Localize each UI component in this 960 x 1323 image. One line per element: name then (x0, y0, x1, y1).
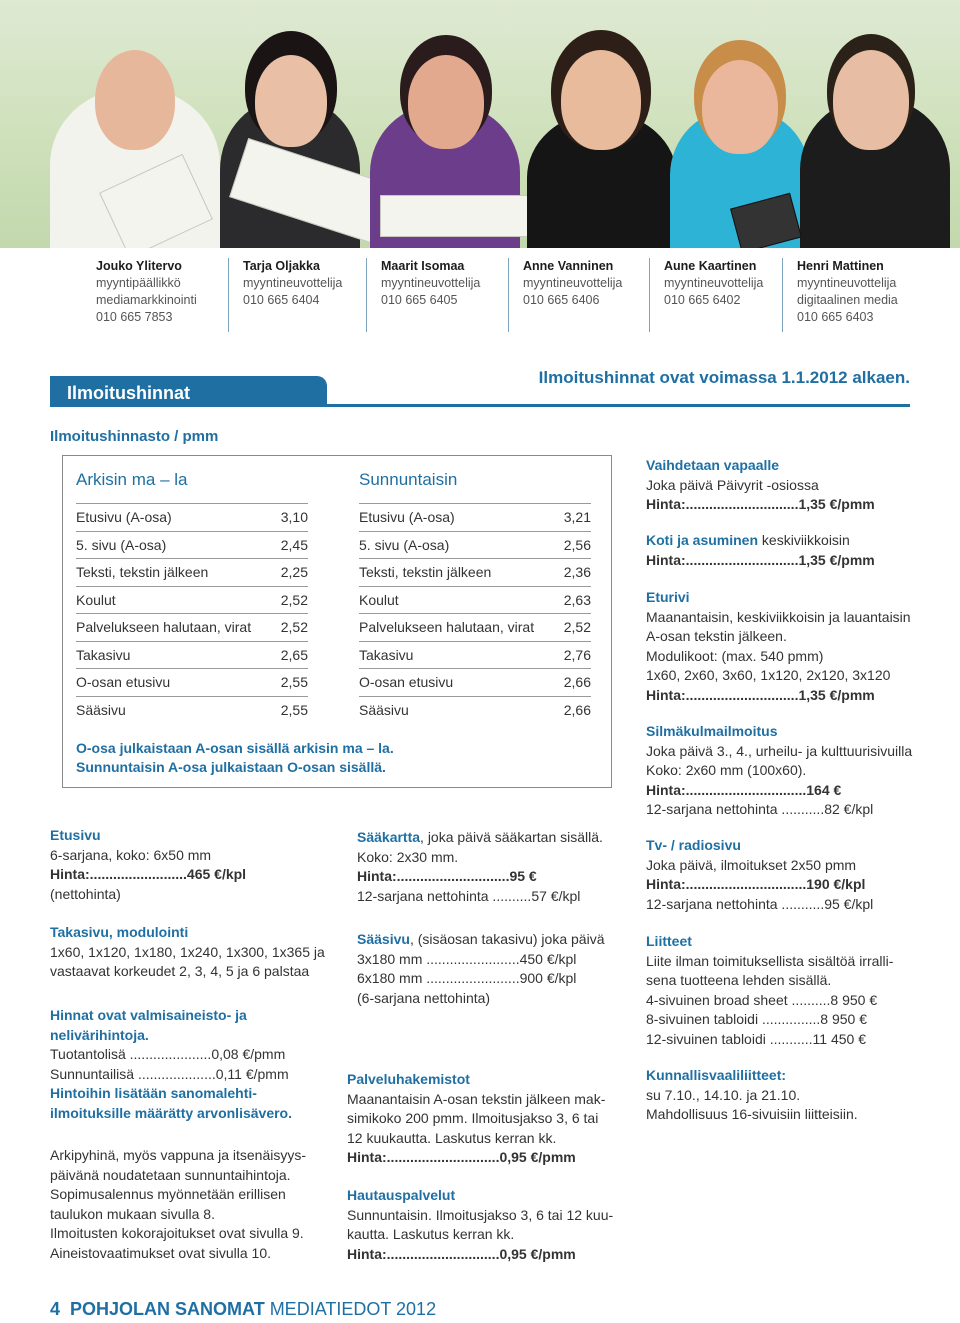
price-line: Hinta:.............................1,35 €/pmm (646, 686, 875, 703)
price-row (76, 668, 308, 696)
price-row-value: 2,65 (280, 646, 308, 663)
block-line: kautta. Laskutus kerran kk. (347, 1226, 515, 1242)
price-row (76, 531, 308, 559)
block-line: Modulikoot: (max. 540 pmm) (646, 647, 824, 664)
arki-block (50, 1146, 340, 1263)
block-line: taulukon mukaan sivulla 8. (50, 1205, 215, 1222)
price-line: 12-sivuinen tabloidi ...........11 450 € (646, 1030, 866, 1047)
block-line: 1x60, 2x60, 3x60, 1x120, 2x120, 3x120 (646, 667, 891, 683)
footer-rest: MEDIATIEDOT 2012 (264, 1299, 437, 1319)
price-row-value: 3,21 (563, 509, 591, 525)
block-heading: Kunnallisvaaliliitteet: (646, 1067, 787, 1083)
block-heading: Etusivu (50, 827, 101, 843)
block-line: simikoko 200 pmm. Ilmoitusjakso 3, 6 tai (347, 1110, 599, 1126)
contact-role: myyntineuvottelija (664, 276, 764, 290)
block-line: Koko: 2x30 mm. (357, 848, 459, 865)
block-heading: ilmoituksille määrätty arvonlisävero. (50, 1104, 292, 1121)
box-note-line: O-osa julkaistaan A-osan sisällä arkisin ma – la. (76, 740, 394, 756)
price-row-label: 5. sivu (A-osa) (76, 536, 167, 553)
takasivu-block (50, 923, 340, 982)
box-note-line: Sunnuntaisin A-osa julkaistaan O-osan sisällä. (76, 759, 386, 775)
price-row (359, 558, 591, 586)
block-line: 12 kuukautta. Laskutus kerran kk. (347, 1129, 557, 1146)
hautaus-block (347, 1186, 627, 1264)
block-line: Ilmoitusten kokorajoitukset ovat sivulla 9. (50, 1225, 304, 1241)
price-row-label: Sääsivu (359, 701, 409, 718)
kunnallis-block (646, 1066, 946, 1125)
liitteet-block (646, 932, 946, 1049)
price-row (76, 558, 308, 586)
price-row-label: Koulut (359, 591, 399, 608)
page-footer (50, 1299, 436, 1320)
staff-photo (0, 0, 960, 248)
price-line: Hinta:.............................0,95 €/pmm (347, 1149, 576, 1165)
price-row-value: 2,55 (280, 701, 308, 718)
block-heading: Hinnat ovat valmisaineisto- ja (50, 1007, 247, 1023)
contact-role: myyntineuvottelija (381, 276, 481, 290)
page-number: 4 (50, 1299, 61, 1319)
price-row-value: 2,63 (563, 591, 591, 608)
contact-role: myyntipäällikkö (96, 276, 181, 290)
block-line: (6-sarjana nettohinta) (357, 989, 491, 1006)
block-line: Liite ilman toimituksellista sisältöä irralli- (646, 952, 894, 969)
section-banner (50, 368, 910, 407)
price-row-label: Koulut (76, 591, 116, 608)
block-heading: nelivärihintoja. (50, 1026, 149, 1043)
contact-extra: digitaalinen media (797, 293, 898, 307)
block-line: sena tuotteena lehden sisällä. (646, 972, 832, 988)
block-line: Maanantaisin, keskiviikkoisin ja lauantaisin (646, 608, 911, 625)
silma-block (646, 722, 946, 820)
price-row (76, 613, 308, 641)
section-title: Ilmoitushinnasto / pmm (50, 428, 219, 445)
block-heading: Silmäkulmailmoitus (646, 723, 778, 739)
palvelu-block (347, 1070, 627, 1168)
contact-phone: 010 665 7853 (96, 310, 173, 324)
price-row-value: 3,10 (280, 509, 308, 525)
block-line: Koko: 2x60 mm (100x60). (646, 762, 807, 778)
price-line: 12-sarjana nettohinta ...........95 €/kpl (646, 895, 874, 912)
price-line: 4-sivuinen broad sheet ..........8 950 € (646, 991, 878, 1008)
price-row-label: Takasivu (76, 646, 131, 663)
person-photo (795, 0, 955, 248)
price-row-label: Palvelukseen halutaan, virat (359, 619, 535, 635)
price-row-value: 2,66 (563, 701, 591, 718)
block-line: , joka päivä sääkartan sisällä. (420, 829, 603, 845)
price-row (76, 696, 308, 724)
price-row-value: 2,56 (563, 536, 591, 553)
price-row-label: O-osan etusivu (359, 674, 454, 690)
price-row-label: Etusivu (A-osa) (359, 509, 455, 525)
price-row-value: 2,66 (563, 674, 591, 690)
contact-name: Jouko Ylitervo (96, 259, 182, 273)
contact-list (82, 258, 942, 332)
block-heading: Sääkartta (357, 829, 421, 845)
price-line: Hinta:.............................0,95 €/pmm (347, 1245, 576, 1262)
block-line: Aineistovaatimukset ovat sivulla 10. (50, 1244, 271, 1261)
contact-card (82, 258, 197, 332)
block-line: keskiviikkoisin (758, 532, 850, 548)
validity-note: Ilmoitushinnat ovat voimassa 1.1.2012 alkaen. (538, 368, 910, 387)
price-row-value: 2,52 (280, 619, 308, 635)
price-row (359, 696, 591, 724)
price-row (359, 668, 591, 696)
price-row-value: 2,45 (280, 536, 308, 553)
price-line: Hinta:.............................1,35 €/pmm (646, 551, 875, 568)
block-line: Joka päivä 3., 4., urheilu- ja kulttuurisivuilla (646, 742, 913, 759)
contact-role: myyntineuvottelija (797, 276, 897, 290)
contact-name: Henri Mattinen (797, 259, 884, 273)
contact-card (228, 258, 342, 332)
block-line: Arkipyhinä, myös vappuna ja itsenäisyys- (50, 1147, 307, 1163)
price-table (62, 455, 612, 788)
block-line: Sunnuntailisä ....................0,11 €/pmm (50, 1065, 289, 1082)
block-heading: Hintoihin lisätään sanomalehti- (50, 1085, 257, 1101)
block-line: Sopimusalennus myönnetään erillisen (50, 1186, 286, 1202)
price-row (359, 503, 591, 531)
koti-block (646, 531, 936, 570)
price-line: Hinta:.............................1,35 €/pmm (646, 496, 875, 512)
block-line: Sunnuntaisin. Ilmoitusjakso 3, 6 tai 12 kuu- (347, 1206, 614, 1223)
price-line: Hinta:.........................465 €/kpl (50, 866, 247, 882)
saasivu-block (357, 930, 627, 1008)
contact-name: Anne Vanninen (523, 259, 614, 273)
contact-phone: 010 665 6402 (664, 293, 741, 307)
block-line: Joka päivä, ilmoitukset 2x50 pmm (646, 856, 857, 873)
person-photo (360, 0, 530, 248)
price-line: 8-sivuinen tabloidi ...............8 950 € (646, 1011, 868, 1027)
block-line: Maanantaisin A-osan tekstin jälkeen mak- (347, 1090, 606, 1107)
price-row-label: Teksti, tekstin jälkeen (359, 564, 492, 580)
contact-card (649, 258, 763, 332)
block-line: su 7.10., 14.10. ja 21.10. (646, 1086, 801, 1103)
price-line: 12-sarjana nettohinta ..........57 €/kpl (357, 887, 581, 904)
block-line: vastaavat korkeudet 2, 3, 4, 5 ja 6 palstaa (50, 963, 310, 979)
price-line: Hinta:...............................164 € (646, 781, 842, 798)
price-row-label: Etusivu (A-osa) (76, 509, 172, 525)
price-row-value: 2,36 (563, 564, 591, 580)
contact-card (782, 258, 898, 332)
brand-name: POHJOLAN SANOMAT (70, 1299, 265, 1319)
price-row-value: 2,25 (280, 564, 308, 580)
price-row-label: Sääsivu (76, 701, 126, 718)
price-row-label: 5. sivu (A-osa) (359, 536, 450, 553)
contact-phone: 010 665 6403 (797, 310, 874, 324)
price-row-label: Teksti, tekstin jälkeen (76, 564, 209, 580)
price-row (359, 531, 591, 559)
block-heading: Hautauspalvelut (347, 1187, 456, 1203)
etusivu-block (50, 826, 320, 904)
price-row-value: 2,55 (280, 674, 308, 690)
contact-phone: 010 665 6406 (523, 293, 600, 307)
price-line: 3x180 mm ........................450 €/kpl (357, 950, 577, 967)
price-row (359, 586, 591, 614)
block-line: Mahdollisuus 16-sivuisiin liitteisiin. (646, 1106, 858, 1122)
contact-card (366, 258, 480, 332)
hinnat-block (50, 1006, 340, 1123)
price-row-value: 2,52 (563, 619, 591, 635)
price-row (76, 503, 308, 531)
vaihdetaan-block (646, 456, 936, 515)
price-row (76, 586, 308, 614)
contact-role: myyntineuvottelija (523, 276, 623, 290)
contact-name: Aune Kaartinen (664, 259, 757, 273)
block-line: Joka päivä Päivyrit -osiossa (646, 476, 819, 493)
block-heading: Palveluhakemistot (347, 1071, 470, 1087)
block-heading: Sääsivu (357, 931, 410, 947)
block-heading: Vaihdetaan vapaalle (646, 457, 780, 473)
contact-extra: mediamarkkinointi (96, 293, 197, 307)
block-line: , (sisäosan takasivu) joka päivä (409, 931, 605, 947)
block-heading: Koti ja asuminen (646, 532, 759, 548)
weekday-title: Arkisin ma – la (76, 470, 188, 489)
price-row (359, 613, 591, 641)
price-row (359, 641, 591, 669)
block-line: (nettohinta) (50, 885, 121, 902)
contact-role: myyntineuvottelija (243, 276, 343, 290)
price-line: 6x180 mm ........................900 €/kpl (357, 970, 577, 986)
contact-name: Tarja Oljakka (243, 259, 320, 273)
price-row-value: 2,52 (280, 591, 308, 608)
contact-phone: 010 665 6405 (381, 293, 458, 307)
contact-phone: 010 665 6404 (243, 293, 320, 307)
price-line: Hinta:...............................190 €/kpl (646, 876, 866, 892)
sunday-title: Sunnuntaisin (359, 470, 458, 489)
price-row-label: Takasivu (359, 646, 414, 663)
block-line: Tuotantolisä .....................0,08 €/pmm (50, 1046, 286, 1062)
banner-rule (50, 404, 910, 407)
contact-card (508, 258, 622, 332)
block-line: 6-sarjana, koko: 6x50 mm (50, 846, 212, 863)
contact-name: Maarit Isomaa (381, 259, 465, 273)
person-photo (205, 0, 375, 248)
price-row-label: Palvelukseen halutaan, virat (76, 619, 252, 635)
banner-tab (50, 376, 327, 407)
price-row-value: 2,76 (563, 646, 591, 663)
block-heading: Liitteet (646, 933, 692, 949)
price-line: Hinta:.............................95 € (357, 868, 537, 884)
block-heading: Tv- / radiosivu (646, 837, 741, 853)
box-note (76, 739, 394, 777)
block-heading: Takasivu, modulointi (50, 924, 189, 940)
banner-tab-label: Ilmoitushinnat (67, 383, 190, 403)
saakartta-block (357, 828, 627, 906)
price-row (76, 641, 308, 669)
block-line: A-osan tekstin jälkeen. (646, 628, 787, 644)
block-line: päivänä noudatetaan sunnuntaihintoja. (50, 1166, 291, 1183)
eturivi-block (646, 588, 946, 705)
tv-block (646, 836, 946, 914)
price-line: 12-sarjana nettohinta ...........82 €/kpl (646, 801, 874, 817)
block-line: 1x60, 1x120, 1x180, 1x240, 1x300, 1x365 ja (50, 943, 325, 960)
price-row-label: O-osan etusivu (76, 674, 171, 690)
block-heading: Eturivi (646, 589, 690, 605)
person-photo (40, 0, 230, 248)
